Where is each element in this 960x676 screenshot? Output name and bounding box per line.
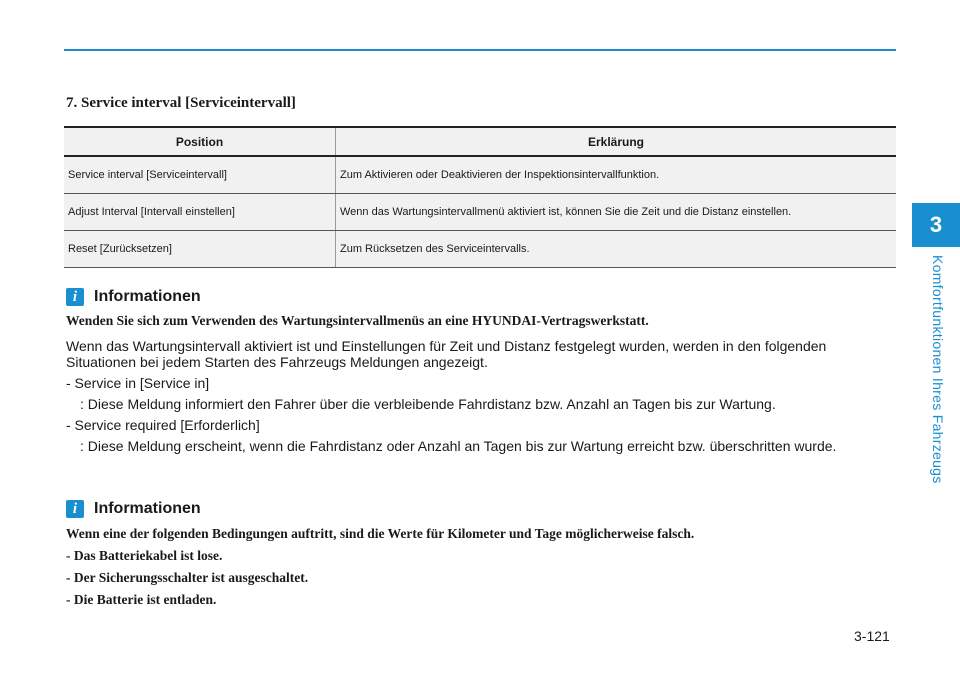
table-cell-explanation: Zum Aktivieren oder Deaktivieren der Inspektionsintervallfunktion.	[336, 156, 897, 194]
info-title: Informationen	[94, 288, 201, 305]
info-icon: i	[66, 288, 84, 306]
table-cell-position: Service interval [Serviceintervall]	[64, 156, 336, 194]
info-item-description: : Diese Meldung erscheint, wenn die Fahrdistanz oder Anzahl an Tagen bis zur Wartung erreicht bzw. überschritten wurde.	[80, 438, 837, 454]
table-row	[64, 194, 896, 231]
table-cell-explanation: Wenn das Wartungsintervallmenü aktiviert ist, können Sie die Zeit und die Distanz einstellen.	[336, 194, 897, 231]
service-interval-table	[64, 126, 896, 268]
info-item-label: - Service required [Erforderlich]	[66, 417, 260, 433]
top-rule	[64, 49, 896, 51]
info-box-2	[66, 499, 896, 608]
info-box-1	[66, 287, 896, 454]
info-title: Informationen	[94, 500, 201, 517]
table-cell-explanation: Zum Rücksetzen des Serviceintervalls.	[336, 231, 897, 268]
list-item: - Das Batteriekabel ist lose.	[66, 548, 223, 563]
info-bold-line: Wenn eine der folgenden Bedingungen auftritt, sind die Werte für Kilometer und Tage möglicherweise falsch.	[66, 526, 695, 541]
section-heading: 7. Service interval [Serviceintervall]	[66, 95, 296, 111]
list-item: - Die Batterie ist entladen.	[66, 592, 217, 607]
table-row	[64, 231, 896, 268]
info-item-description: : Diese Meldung informiert den Fahrer über die verbleibende Fahrdistanz bzw. Anzahl an Tagen bis zur Wartung.	[80, 396, 776, 412]
table-cell-position: Adjust Interval [Intervall einstellen]	[64, 194, 336, 231]
table-header-row	[64, 127, 896, 156]
info-paragraph: Wenn das Wartungsintervall aktiviert ist und Einstellungen für Zeit und Distanz festgelegt wurden, werden in den folgenden Situationen bei jedem Starten des Fahrzeugs Meldungen angezeigt.	[66, 338, 827, 370]
info-icon: i	[66, 500, 84, 518]
list-item: - Der Sicherungsschalter ist ausgeschaltet.	[66, 570, 309, 585]
table-row	[64, 156, 896, 194]
chapter-title: Komfortfunktionen Ihres Fahrzeugs	[930, 255, 946, 484]
info-item-label: - Service in [Service in]	[66, 375, 210, 391]
header-explanation: Erklärung	[336, 127, 897, 156]
table-cell-position: Reset [Zurücksetzen]	[64, 231, 336, 268]
info-header	[66, 499, 896, 519]
chapter-tab: 3	[912, 203, 960, 247]
info-bold-line: Wenden Sie sich zum Verwenden des Wartungsintervallmenüs an eine HYUNDAI-Vertragswerkstatt.	[66, 313, 649, 328]
info-header	[66, 287, 896, 307]
header-position: Position	[64, 127, 336, 156]
page-number: 3-121	[854, 628, 890, 644]
